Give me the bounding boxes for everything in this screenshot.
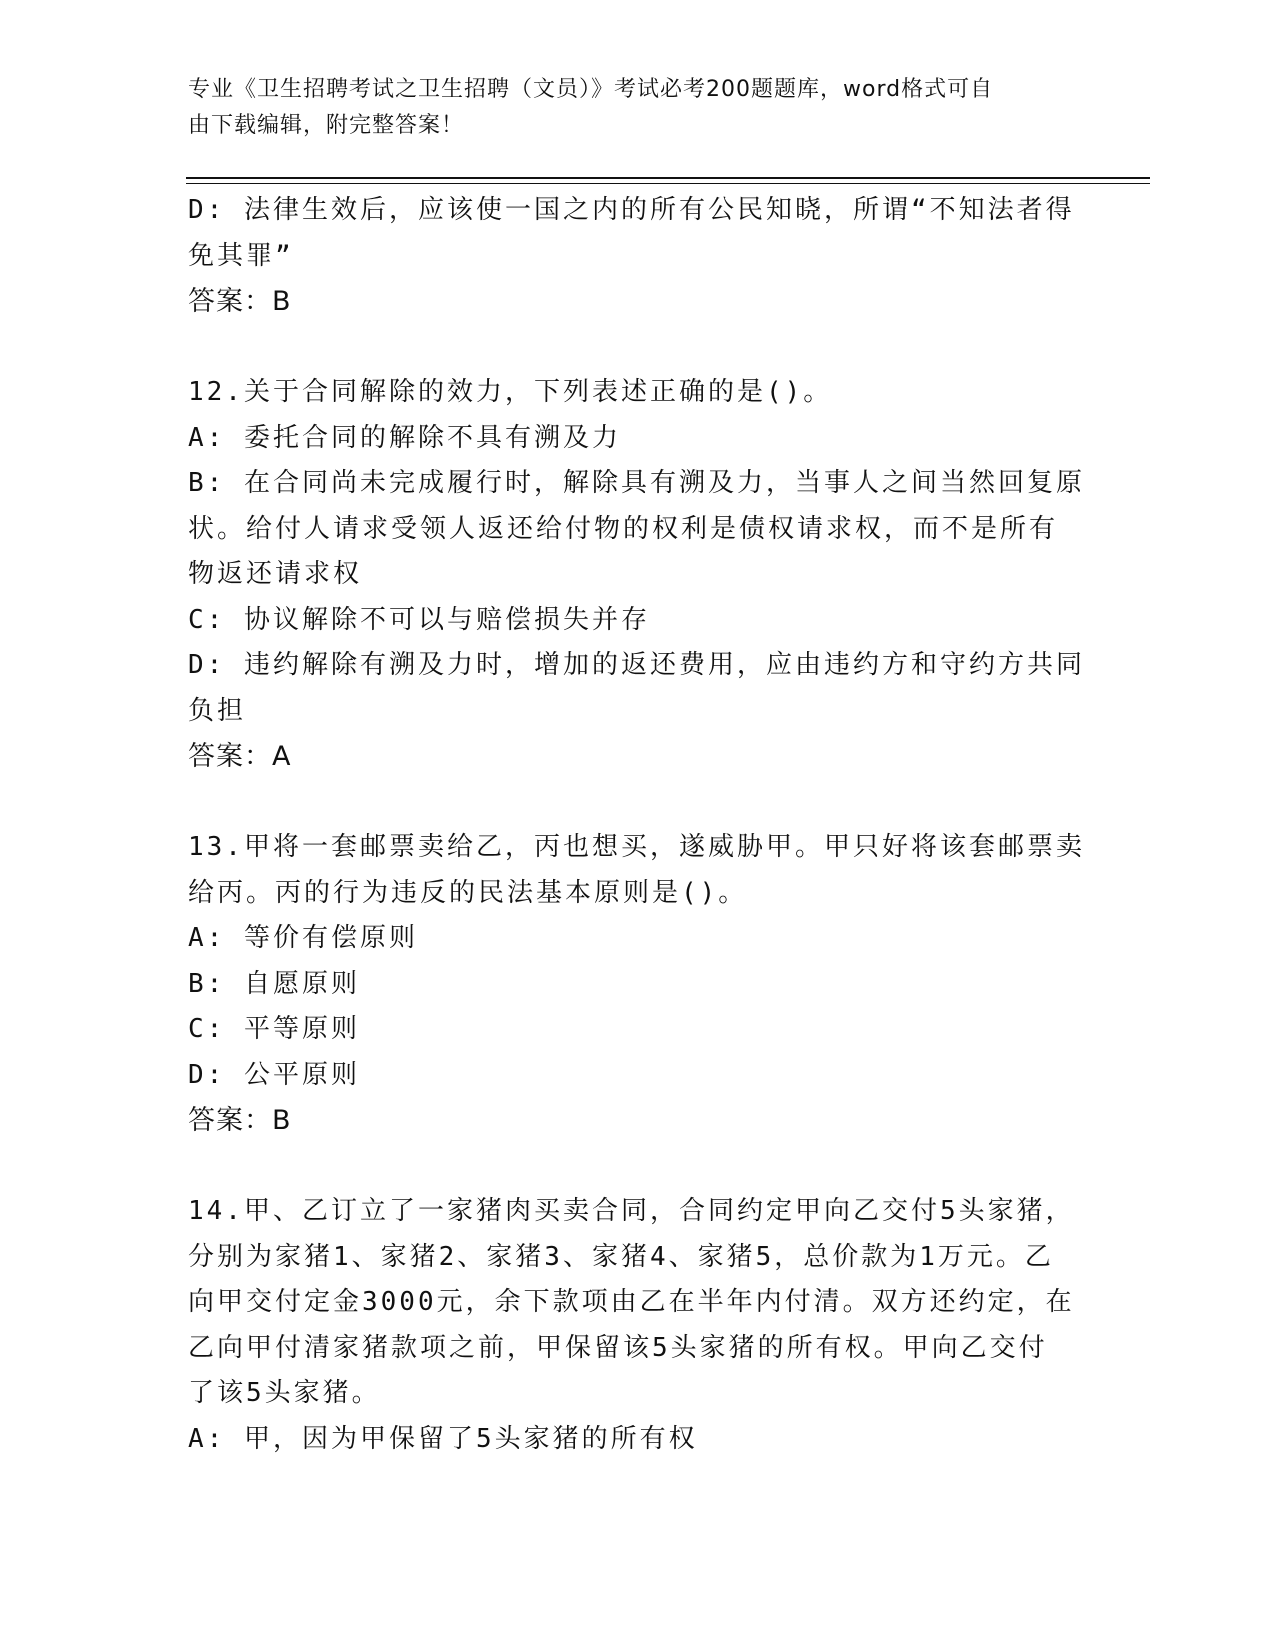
question-14 [188, 1189, 1078, 1462]
header-line-1: 专业《卫生招聘考试之卫生招聘（文员）》考试必考200题题库，word格式可自 [188, 77, 994, 102]
option-a: A: 甲，因为甲保留了5头家猪的所有权 [188, 1423, 698, 1454]
option-d-line-2: 负担 [188, 695, 247, 726]
question-13 [188, 825, 1085, 1144]
answer-label: 答案：B [188, 1105, 292, 1136]
document-body [188, 188, 1085, 1462]
question-11-tail [188, 188, 1078, 325]
option-d: D: 公平原则 [188, 1059, 360, 1090]
question-stem-line-1: 13.甲将一套邮票卖给乙，丙也想买，遂威胁甲。甲只好将该套邮票卖 [188, 832, 1085, 862]
option-d-line-1: D: 违约解除有溯及力时，增加的返还费用，应由违约方和守约方共同 [188, 650, 1085, 680]
spacer [188, 1144, 1078, 1190]
spacer [188, 780, 1078, 826]
option-b-line-2: 状。给付人请求受领人返还给付物的权利是债权请求权，而不是所有 [188, 513, 1059, 544]
question-stem-line-1: 14.甲、乙订立了一家猪肉买卖合同，合同约定甲向乙交付5头家猪， [188, 1196, 1075, 1226]
question-stem: 12.关于合同解除的效力，下列表述正确的是()。 [188, 377, 833, 407]
option-c: C: 协议解除不可以与赔偿损失并存 [188, 604, 650, 635]
option-b-line-3: 物返还请求权 [188, 559, 363, 589]
option-b-line-1: B: 在合同尚未完成履行时，解除具有溯及力，当事人之间当然回复原 [188, 468, 1085, 498]
question-stem-line-4: 乙向甲付清家猪款项之前，甲保留该5头家猪的所有权。甲向乙交付 [188, 1332, 1048, 1363]
option-a: A: 等价有偿原则 [188, 923, 418, 953]
option-a: A: 委托合同的解除不具有溯及力 [188, 422, 621, 453]
question-stem-line-2: 分别为家猪1、家猪2、家猪3、家猪4、家猪5，总价款为1万元。乙 [188, 1241, 1054, 1272]
answer-label: 答案：A [188, 741, 292, 772]
question-12 [188, 370, 1085, 780]
option-c: C: 平等原则 [188, 1014, 360, 1044]
answer-label: 答案：B [188, 286, 292, 317]
option-b: B: 自愿原则 [188, 968, 360, 999]
question-stem-line-3: 向甲交付定金3000元，余下款项由乙在半年内付清。双方还约定，在 [188, 1287, 1075, 1317]
document-header [188, 72, 1088, 144]
option-d-line-2: 免其罪” [188, 240, 294, 271]
option-d-line-1: D: 法律生效后，应该使一国之内的所有公民知晓，所谓“不知法者得 [188, 195, 1075, 225]
header-line-2: 由下载编辑，附完整答案！ [188, 113, 465, 138]
question-stem-line-2: 给丙。丙的行为违反的民法基本原则是()。 [188, 877, 748, 908]
header-rule-thin [186, 183, 1150, 184]
header-rule-thick [186, 177, 1150, 179]
spacer [188, 325, 1078, 371]
question-stem-line-5: 了该5头家猪。 [188, 1378, 381, 1408]
